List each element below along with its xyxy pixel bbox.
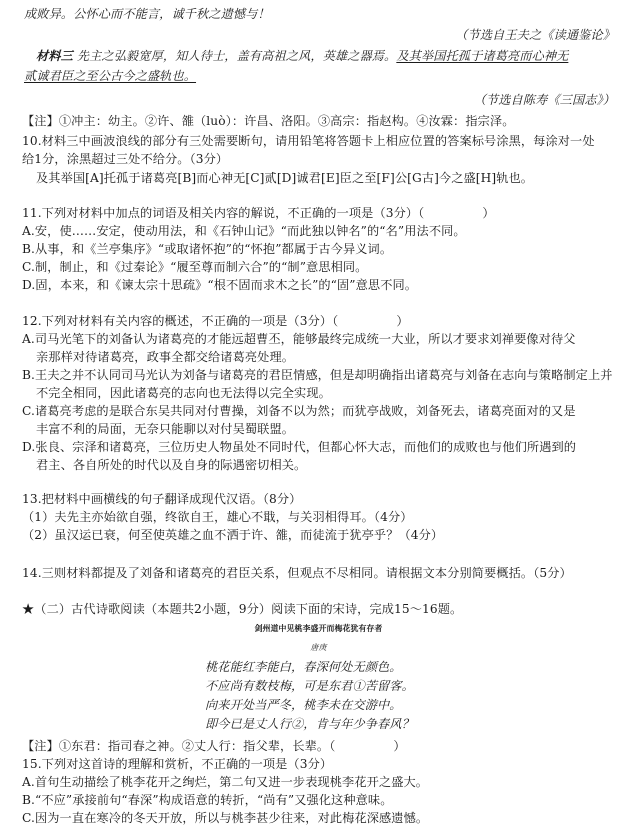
q10-line3: 及其举国[A]托孤于诸葛亮[B]而心神无[C]贰[D]诚君[E]臣之至[F]公[G古]今之盛[H]轨也。 [36, 171, 534, 185]
q12-stem: 12.下列对材料有关内容的概述，不正确的一项是（3分）（ ） [22, 314, 409, 328]
poem-author: 唐庚 [310, 643, 327, 652]
q10-line2: 给1分，涂黑超过三处不给分。（3分） [22, 152, 229, 166]
notes: 【注】①冲主：幼主。②许、雒（luò）：许昌、洛阳。③高宗：指赵构。④汝霖：指宗泽。 [22, 114, 515, 128]
poem-title: 剑州道中见桃李盛开而梅花犹有存者 [254, 624, 383, 633]
q12-b-line1: B.王夫之并不认同司马光认为刘备与诸葛亮的君臣情感，但是却明确指出诸葛亮与刘备在志向与策略制定上并 [22, 368, 613, 382]
material3-text-b: 及其举国托孤于诸葛亮而心神无 [396, 49, 569, 63]
q15-option-c: C.因为一直在寒冷的冬天开放，所以与桃李甚少往来，对此梅花深感遗憾。 [22, 811, 429, 825]
material3-text-a: 先主之弘毅宽厚，知人待士，盖有高祖之风，英雄之器焉。 [76, 49, 397, 63]
q12-d-line1: D.张良、宗泽和诸葛亮，三位历史人物虽处不同时代，但都心怀大志，而他们的成败也与他们所遇到的 [22, 440, 577, 454]
q13-item-1: （1）夫先主亦始欲自强，终欲自王，雄心不戢，与关羽相得耳。（4分） [22, 510, 413, 524]
material3-line2: 贰诚君臣之至公古今之盛轨也。 [24, 69, 197, 83]
q14-stem: 14.三则材料都提及了刘备和诸葛亮的君臣关系，但观点不尽相同。请根据文本分别简要概括。（5分） [22, 566, 572, 580]
material2-source: （节选自王夫之《读通鉴论》 [455, 28, 615, 42]
q12-c-line1: C.诸葛亮考虑的是联合东吴共同对付曹操，刘备不以为然；而犹亭战败，刘备死去，诸葛亮面对的又是 [22, 404, 576, 418]
poem-line-2: 不应尚有数枝梅，可是东君①苦留客。 [205, 679, 414, 693]
q12-a-line1: A.司马光笔下的刘备认为诸葛亮的才能远超曹丕，能够最终完成统一大业，所以才要求刘禅要像对待父 [22, 332, 576, 346]
q12-b-line2: 不完全相同，因此诸葛亮的志向也无法得以完全实现。 [36, 386, 331, 400]
poem-line-4: 即今已是丈人行②，肯与年少争春风？ [205, 717, 414, 731]
q11-stem: 11.下列对材料中加点的词语及相关内容的解说，不正确的一项是（3分）（ ） [22, 206, 495, 220]
q13-item-2: （2）虽汉运已衰，何至使英雄之血不洒于许、雒，而徒流于犹亭乎？（4分） [22, 528, 444, 542]
q12-d-line2: 君主、各自所处的时代以及自身的际遇密切相关。 [36, 458, 307, 472]
material3-line1 [36, 48, 568, 64]
q11-option-a: A.安，使……安定，使动用法，和《石钟山记》“而此独以钟名”的“名”用法不同。 [22, 224, 466, 238]
q10-line1: 10.材料三中画波浪线的部分有三处需要断句，请用铅笔将答题卡上相应位置的答案标号涂黑，每涂对一处 [22, 134, 595, 148]
poem-line-3: 向来开处当严冬，桃李未在交游中。 [205, 698, 402, 712]
material3-source: （节选自陈寿《三国志》） [473, 93, 615, 107]
q11-stem-text: 11.下列对材料中加点的词语及相关内容的解说，不正确的一项是（3分）（ [22, 206, 425, 220]
q11-option-b: B.从事，和《兰亭集序》“或取诸怀抱”的“怀抱”都属于古今异义词。 [22, 242, 393, 256]
material3-label: 材料三 [36, 49, 73, 63]
material2-quote: 成败异。公怀心而不能言，诚千秋之遗憾与！ [24, 7, 270, 21]
poem-note: 【注】①东君：指司春之神。②丈人行：指父辈，长辈。（ ） [22, 739, 406, 753]
poem-line-1: 桃花能红李能白，春深何处无颜色。 [205, 660, 402, 674]
q12-a-line2: 亲那样对待诸葛亮，政事全都交给诸葛亮处理。 [36, 350, 295, 364]
q12-c-line2: 丰富不利的局面，无奈只能聊以对付吴蜀联盟。 [36, 422, 295, 436]
q15-stem: 15.下列对这首诗的理解和赏析，不正确的一项是（3分） [22, 757, 333, 771]
poem-note-text: 【注】①东君：指司春之神。②丈人行：指父辈，长辈。（ [22, 739, 336, 753]
q15-option-a: A.首句生动描绘了桃李花开之绚烂，第二句又进一步表现桃李花开之盛大。 [22, 775, 429, 789]
q11-option-c: C.制，制止，和《过秦论》“履至尊而制六合”的“制”意思相同。 [22, 260, 368, 274]
q13-stem: 13.把材料中画横线的句子翻译成现代汉语。（8分） [22, 492, 302, 506]
q12-stem-text: 12.下列对材料有关内容的概述，不正确的一项是（3分）（ [22, 314, 339, 328]
q15-option-b: B.“不应”承接前句“春深”构成语意的转折，“尚有”又强化这种意味。 [22, 793, 393, 807]
section2-heading: ★（二）古代诗歌阅读（本题共2小题，9分）阅读下面的宋诗，完成15～16题。 [22, 602, 463, 616]
q11-option-d: D.固，本来，和《谏太宗十思疏》“根不固而求木之长”的“固”意思不同。 [22, 278, 418, 292]
